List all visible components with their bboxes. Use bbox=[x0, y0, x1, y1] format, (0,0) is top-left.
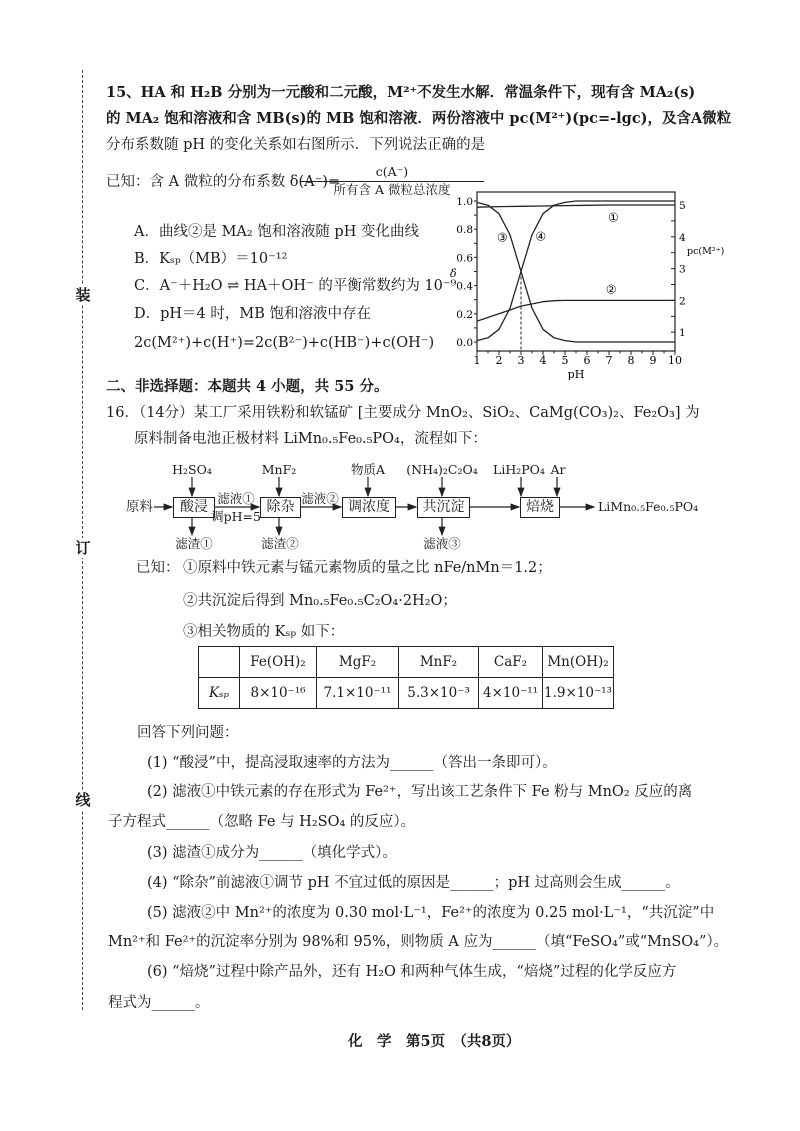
series-curve-4 bbox=[477, 201, 675, 341]
x-tick-label: 2 bbox=[495, 354, 503, 367]
y-right-axis-label: pc(M²⁺) bbox=[687, 246, 725, 257]
flow-input-ar: Ar bbox=[550, 462, 566, 477]
flow-product: LiMn₀.₅Fe₀.₅PO₄ bbox=[598, 499, 699, 514]
q16-sub-question-6-cont: 程式为______。 bbox=[108, 995, 210, 1011]
flow-step-adjust-concentration: 调浓度 bbox=[342, 497, 396, 518]
y-left-axis-label: δ bbox=[450, 267, 457, 280]
flow-step-acid-leach: 酸浸 bbox=[173, 497, 215, 518]
flow-label-filtrate-1: 滤液① bbox=[217, 491, 255, 506]
table-header-cell: MgF₂ bbox=[317, 647, 399, 678]
y-left-tick-label: 0.8 bbox=[456, 224, 473, 237]
table-cell: 7.1×10⁻¹¹ bbox=[317, 678, 399, 709]
series-label-2: ② bbox=[605, 282, 617, 297]
plot-frame bbox=[477, 192, 675, 351]
q16-sub-question-2-cont: 子方程式______（忽略 Fe 与 H₂SO₄ 的反应）。 bbox=[108, 814, 416, 830]
binding-mark-zhuang: 装 bbox=[75, 286, 91, 304]
q15-option-d[interactable]: D．pH＝4 时，MB 饱和溶液中存在 bbox=[134, 306, 371, 322]
ksp-table-row bbox=[199, 678, 614, 709]
q16-sub-question-3: (3) 滤渣①成分为______（填化学式）。 bbox=[147, 845, 397, 861]
q15-option-b[interactable]: B．Kₛₚ（MB）＝10⁻¹² bbox=[134, 251, 288, 267]
q16-sub-question-5: (5) 滤液②中 Mn²⁺的浓度为 0.30 mol·L⁻¹，Fe²⁺的浓度为 0.25 mol·L⁻¹，“共沉淀”中 bbox=[147, 905, 715, 921]
series-curve-3 bbox=[477, 202, 675, 342]
y-right-tick-label: 3 bbox=[679, 263, 686, 276]
y-left-tick-label: 0.2 bbox=[456, 308, 473, 321]
q16-stem-line-1: 16．（14分）某工厂采用铁粉和软锰矿 [主要成分 MnO₂、SiO₂、CaMg(CO₃)₂、Fe₂O₃] 为 bbox=[106, 405, 700, 421]
q16-sub-question-5-cont: Mn²⁺和 Fe²⁺的沉淀率分别为 98%和 95%，则物质 A 应为______（填“FeSO₄”或“MnSO₄”）。 bbox=[108, 934, 729, 950]
x-tick-label: 4 bbox=[539, 354, 547, 367]
flow-label-adjust-ph: 调pH=5 bbox=[211, 509, 261, 524]
x-tick-label: 9 bbox=[649, 354, 657, 367]
flow-input-substance-a: 物质A bbox=[350, 462, 386, 477]
x-axis-label: pH bbox=[567, 368, 585, 380]
q15-option-a[interactable]: A．曲线②是 MA₂ 饱和溶液随 pH 变化曲线 bbox=[134, 224, 419, 240]
series-curve-2 bbox=[477, 300, 675, 321]
distribution-pc-chart bbox=[440, 180, 760, 380]
section-2-heading: 二、非选择题：本题共 4 小题，共 55 分。 bbox=[106, 378, 389, 395]
flow-input-h2so4: H₂SO₄ bbox=[172, 462, 212, 477]
y-left-tick-label: 0.0 bbox=[456, 337, 473, 349]
binding-mark-ding: 订 bbox=[75, 539, 91, 557]
q16-sub-question-4: (4) “除杂”前滤液①调节 pH 不宜过低的原因是______；pH 过高则会生成______。 bbox=[147, 875, 680, 891]
flow-output-filtrate-3: 滤液③ bbox=[423, 536, 461, 551]
fraction-denominator: 所有含 A 微粒总浓度 bbox=[333, 182, 451, 197]
y-right-tick-label: 4 bbox=[679, 231, 686, 244]
q15-stem-line-2: 的 MA₂ 饱和溶液和含 MB(s)的 MB 饱和溶液．两份溶液中 pc(M²⁺)(pc=-lgc)，及含A微粒 bbox=[106, 110, 732, 127]
flow-step-roasting: 焙烧 bbox=[520, 497, 560, 518]
table-cell: Kₛₚ bbox=[199, 678, 240, 709]
y-left-tick-label: 0.4 bbox=[456, 280, 473, 293]
x-tick-label: 5 bbox=[561, 354, 569, 367]
q16-sub-question-6: (6) “焙烧”过程中除产品外，还有 H₂O 和两种气体生成，“焙烧”过程的化学反应方 bbox=[147, 964, 677, 980]
flow-input-ammonium-oxalate: (NH₄)₂C₂O₄ bbox=[406, 462, 478, 477]
q16-stem-line-2: 原料制备电池正极材料 LiMn₀.₅Fe₀.₅PO₄，流程如下： bbox=[134, 431, 487, 447]
flow-input-lih2po4: LiH₂PO₄ bbox=[493, 462, 545, 477]
table-cell: 8×10⁻¹⁶ bbox=[240, 678, 317, 709]
x-tick-label: 8 bbox=[627, 354, 635, 367]
x-tick-label: 6 bbox=[583, 354, 591, 367]
table-header-cell bbox=[199, 647, 240, 678]
q15-option-d-formula: 2c(M²⁺)+c(H⁺)=2c(B²⁻)+c(HB⁻)+c(OH⁻) bbox=[134, 335, 435, 351]
x-tick-label: 7 bbox=[605, 354, 613, 367]
ksp-table-header-row bbox=[199, 647, 614, 678]
table-header-cell: Mn(OH)₂ bbox=[543, 647, 614, 678]
q15-stem-line-1: 15、HA 和 H₂B 分别为一元酸和二元酸，M²⁺不发生水解．常温条件下，现有含 MA₂(s) bbox=[106, 84, 696, 101]
table-cell: 4×10⁻¹¹ bbox=[479, 678, 543, 709]
table-header-cell: Fe(OH)₂ bbox=[240, 647, 317, 678]
table-cell: 1.9×10⁻¹³ bbox=[543, 678, 614, 709]
flow-output-residue-2: 滤渣② bbox=[261, 536, 299, 551]
fraction-numerator: c(A⁻) bbox=[300, 164, 484, 182]
series-label-1: ① bbox=[608, 210, 619, 225]
q15-known-prefix: 已知：含 A 微粒的分布系数 δ(A⁻)= bbox=[106, 174, 341, 190]
y-right-tick-label: 2 bbox=[679, 295, 686, 308]
q16-sub-question-1: (1) “酸浸”中，提高浸取速率的方法为______（答出一条即可）。 bbox=[147, 755, 557, 771]
y-right-tick-label: 5 bbox=[679, 200, 686, 212]
flow-label-filtrate-2: 滤液② bbox=[301, 491, 339, 506]
y-right-tick-label: 1 bbox=[679, 327, 686, 340]
x-tick-label: 10 bbox=[668, 354, 682, 367]
q16-known-1: ①原料中铁元素与锰元素物质的量之比 nFe/nMn＝1.2； bbox=[183, 560, 552, 576]
page-footer: 化 学 第5页 （共8页） bbox=[348, 1033, 521, 1050]
q16-known-2: ②共沉淀后得到 Mn₀.₅Fe₀.₅C₂O₄·2H₂O； bbox=[183, 593, 457, 609]
table-header-cell: MnF₂ bbox=[399, 647, 479, 678]
q16-known-label: 已知： bbox=[136, 560, 180, 576]
series-label-4: ④ bbox=[535, 229, 547, 244]
binding-mark-xian: 线 bbox=[75, 791, 91, 809]
y-left-tick-label: 1.0 bbox=[456, 196, 473, 208]
flow-start-raw-material: 原料 bbox=[126, 499, 153, 515]
q15-option-c[interactable]: C．A⁻＋H₂O ⇌ HA＋OH⁻ 的平衡常数约为 10⁻⁹ bbox=[134, 278, 457, 294]
q16-known-3: ③相关物质的 Kₛₚ 如下： bbox=[183, 624, 345, 640]
x-tick-label: 1 bbox=[473, 354, 481, 367]
answer-prompt: 回答下列问题： bbox=[137, 725, 239, 741]
q15-stem-line-3: 分布系数随 pH 的变化关系如右图所示．下列说法正确的是 bbox=[106, 137, 486, 153]
table-cell: 5.3×10⁻³ bbox=[399, 678, 479, 709]
y-left-tick-label: 0.6 bbox=[456, 252, 473, 265]
ksp-table bbox=[198, 646, 614, 709]
q16-sub-question-2: (2) 滤液①中铁元素的存在形式为 Fe²⁺，写出该工艺条件下 Fe 粉与 MnO₂ 反应的离 bbox=[147, 784, 693, 800]
flow-input-mnf2: MnF₂ bbox=[261, 462, 297, 477]
table-header-cell: CaF₂ bbox=[479, 647, 543, 678]
flow-output-residue-1: 滤渣① bbox=[175, 536, 213, 551]
flow-step-purify: 除杂 bbox=[260, 497, 301, 518]
series-label-3: ③ bbox=[496, 230, 508, 245]
flow-step-coprecipitation: 共沉淀 bbox=[417, 497, 470, 518]
series-curve-1 bbox=[477, 205, 675, 207]
x-tick-label: 3 bbox=[517, 354, 525, 367]
